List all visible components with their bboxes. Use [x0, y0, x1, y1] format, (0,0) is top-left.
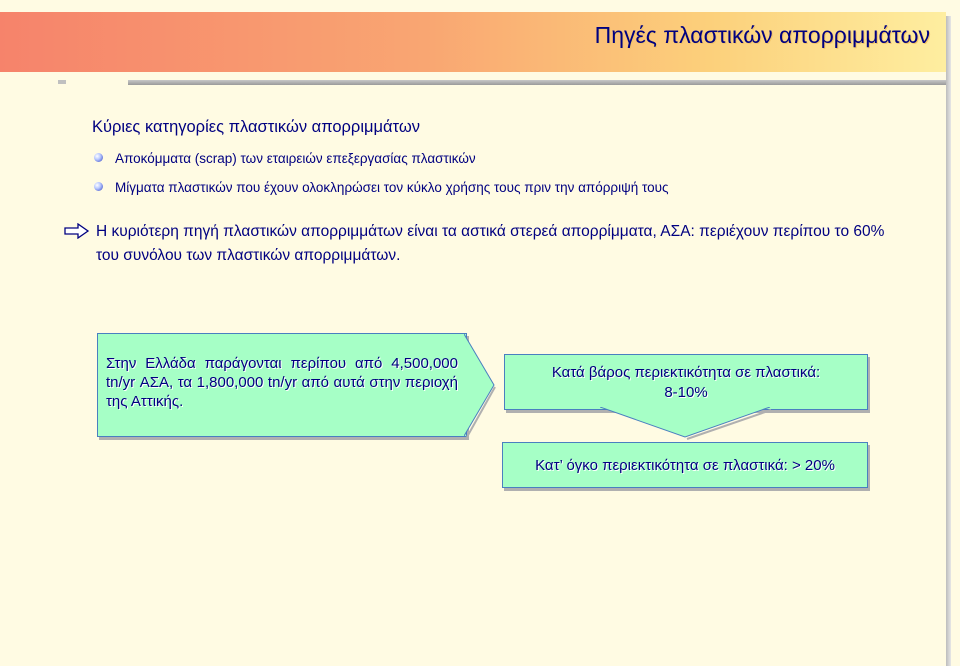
divider-rule [128, 80, 946, 85]
main-point-text: Η κυριότερη πηγή πλαστικών απορριμμάτων είναι τα αστικά στερεά απορρίμματα, ΑΣΑ: περιέχουν περίπου το 60% του συνόλου των πλαστικών απορριμμάτων. [96, 223, 885, 264]
weight-content-label: Κατά βάρος περιεκτικότητα σε πλαστικά: [551, 364, 821, 381]
box-arrow-point [464, 333, 498, 437]
volume-content-box [502, 442, 868, 488]
hollow-arrow-icon [64, 223, 90, 239]
greece-info-text: Στην Ελλάδα παράγονται περίπου από 4,500,000 tn/yr ΑΣΑ, τα 1,800,000 tn/yr από αυτά στην περιοχή της Αττικής. [106, 355, 458, 410]
weight-content-text [505, 363, 867, 403]
weight-content-value: 8-10% [664, 384, 708, 401]
bullet-text: Μίγματα πλαστικών που έχουν ολοκληρώσει τον κύκλο χρήσης τους πριν την απόρριψή τους [115, 180, 669, 195]
greece-info-box [97, 333, 467, 437]
bullet-item [94, 180, 669, 195]
box-pointer-down [600, 407, 772, 441]
bullet-text: Αποκόμματα (scrap) των εταιρειών επεξεργασίας πλαστικών [115, 151, 476, 166]
volume-content-text: Κατ’ όγκο περιεκτικότητα σε πλαστικά: > 20% [535, 457, 835, 474]
slide-title: Πηγές πλαστικών απορριμμάτων [594, 22, 930, 48]
weight-content-box [504, 354, 868, 410]
subheading: Κύριες κατηγορίες πλαστικών απορριμμάτων [92, 118, 420, 136]
slide-shadow [946, 16, 951, 666]
round-bullet-icon [94, 182, 103, 191]
bullet-item [94, 151, 476, 166]
round-bullet-icon [94, 153, 103, 162]
divider-tick [58, 80, 66, 84]
